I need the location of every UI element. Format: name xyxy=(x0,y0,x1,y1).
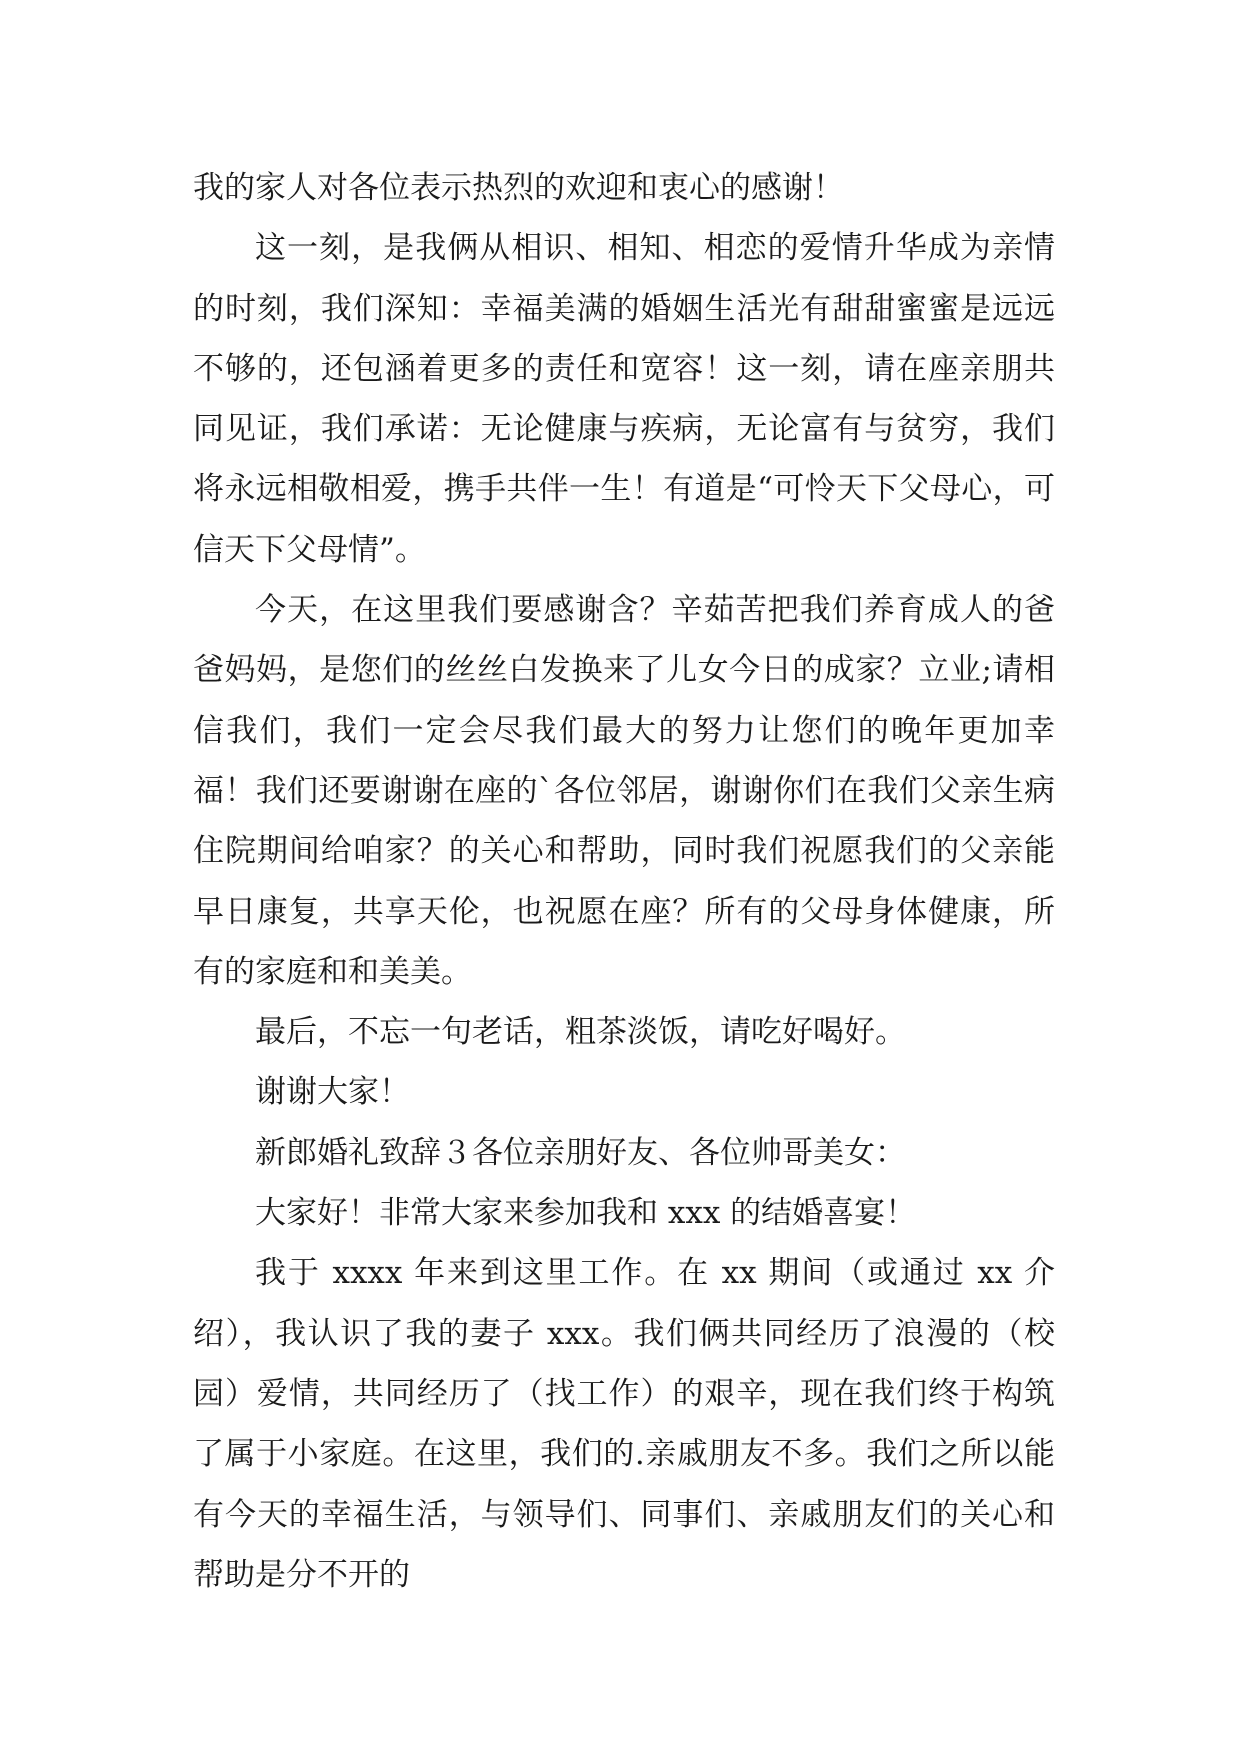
paragraph: 今天，在这里我们要感谢含？辛茹苦把我们养育成人的爸爸妈妈，是您们的丝丝白发换来了儿女今日的成家？立业;请相信我们，我们一定会尽我们最大的努力让您们的晚年更加幸福！我们还要谢谢在座的`各位邻居，谢谢你们在我们父亲生病住院期间给咱家？的关心和帮助，同时我们祝愿我们的父亲能早日康复，共享天伦，也祝愿在座？所有的父母身体健康，所有的家庭和和美美。 xyxy=(193,592,1055,990)
paragraph: 我于 xxxx 年来到这里工作。在 xx 期间（或通过 xx 介绍），我认识了我的妻子 xxx。我们俩共同经历了浪漫的（校园）爱情，共同经历了（找工作）的艰辛，现在我们终于构筑了属于小家庭。在这里，我们的.亲戚朋友不多。我们之所以能有今天的幸福生活，与领导们、同事们、亲戚朋友们的关心和帮助是分不开的 xyxy=(193,1255,1055,1593)
document-body xyxy=(193,158,1055,1605)
paragraph: 新郎婚礼致辞３各位亲朋好友、各位帅哥美女： xyxy=(255,1134,906,1171)
paragraph: 最后，不忘一句老话，粗茶淡饭，请吃好喝好。 xyxy=(255,1014,906,1051)
paragraph: 谢谢大家！ xyxy=(255,1074,410,1111)
paragraph: 这一刻，是我俩从相识、相知、相恋的爱情升华成为亲情的时刻，我们深知：幸福美满的婚姻生活光有甜甜蜜蜜是远远不够的，还包涵着更多的责任和宽容！这一刻，请在座亲朋共同见证，我们承诺：无论健康与疾病，无论富有与贫穷，我们将永远相敬相爱，携手共伴一生！有道是“可怜天下父母心，可信天下父母情”。 xyxy=(193,230,1055,568)
paragraph: 我的家人对各位表示热烈的欢迎和衷心的感谢！ xyxy=(193,170,844,206)
paragraph: 大家好！非常大家来参加我和 xxx 的结婚喜宴！ xyxy=(255,1195,917,1232)
